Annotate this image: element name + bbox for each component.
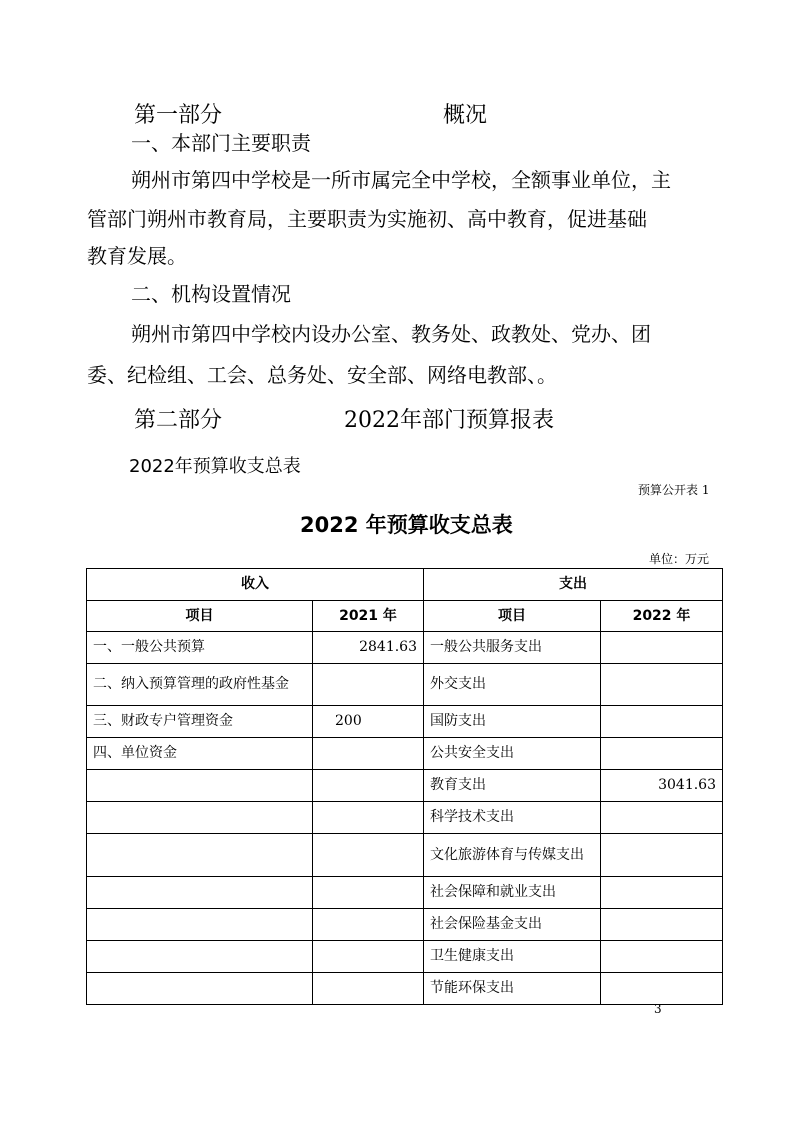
table-row [87,973,723,1005]
income-item [87,973,313,1005]
expense-value [601,941,723,973]
table-row [87,834,723,877]
section2-line: 委、纪检组、工会、总务处、安全部、网络电教部、。 [87,363,557,387]
expense-header: 支出 [424,569,723,601]
expense-item: 社会保险基金支出 [424,909,601,941]
section1-heading: 一、本部门主要职责 [131,131,311,155]
income-value [313,973,424,1005]
expense-item: 外交支出 [424,664,601,706]
expense-item: 节能环保支出 [424,973,601,1005]
income-item [87,770,313,802]
expense-item: 教育支出 [424,770,601,802]
unit-label: 单位：万元 [649,552,710,566]
expense-value [601,706,723,738]
table-row [87,632,723,664]
expense-value [601,632,723,664]
income-value: 2841.63 [313,632,424,664]
table-row [87,941,723,973]
income-value: 200 [313,706,424,738]
expense-item: 公共安全支出 [424,738,601,770]
table-caption: 2022年预算收支总表 [129,456,301,477]
section2-heading: 二、机构设置情况 [131,282,291,306]
section1-line: 朔州市第四中学校是一所市属完全中学校，全额事业单位，主 [131,168,671,192]
col-item2-header: 项目 [424,601,601,632]
col-item-header: 项目 [87,601,313,632]
income-value [313,909,424,941]
expense-value [601,834,723,877]
income-item [87,941,313,973]
expense-item: 国防支出 [424,706,601,738]
income-item: 四、单位资金 [87,738,313,770]
table-row [87,877,723,909]
table-row [87,802,723,834]
expense-item: 卫生健康支出 [424,941,601,973]
income-value [313,738,424,770]
table-row [87,664,723,706]
section1-line: 管部门朔州市教育局，主要职责为实施初、高中教育，促进基础 [87,207,647,231]
expense-item: 科学技术支出 [424,802,601,834]
table-row [87,738,723,770]
expense-value [601,909,723,941]
expense-item: 文化旅游体育与传媒支出 [424,834,601,877]
income-item [87,834,313,877]
form-label: 预算公开表 1 [638,483,710,497]
section1-line: 教育发展。 [87,244,187,268]
expense-value [601,802,723,834]
expense-value: 3041.63 [601,770,723,802]
income-value [313,941,424,973]
section2-line: 朔州市第四中学校内设办公室、教务处、政教处、党办、团 [131,322,651,346]
expense-item: 社会保障和就业支出 [424,877,601,909]
col-2022-header: 2022 年 [601,601,723,632]
table-row [87,706,723,738]
income-header: 收入 [87,569,424,601]
table-row [87,770,723,802]
table-title: 2022 年预算收支总表 [300,513,513,537]
income-value [313,802,424,834]
part1-title: 概况 [443,103,488,128]
income-item: 三、财政专户管理资金 [87,706,313,738]
income-value [313,664,424,706]
expense-value [601,973,723,1005]
col-2021-header: 2021 年 [313,601,424,632]
budget-summary-table [86,568,723,1005]
income-item [87,909,313,941]
expense-item: 一般公共服务支出 [424,632,601,664]
expense-value [601,738,723,770]
page-number: 3 [654,1002,662,1016]
part2-title: 2022年部门预算报表 [344,408,554,433]
part1-label: 第一部分 [134,103,223,128]
income-value [313,877,424,909]
income-item [87,877,313,909]
income-item [87,802,313,834]
part2-label: 第二部分 [134,408,223,433]
income-item: 一、一般公共预算 [87,632,313,664]
expense-value [601,877,723,909]
expense-value [601,664,723,706]
income-value [313,770,424,802]
income-item: 二、纳入预算管理的政府性基金 [87,664,313,706]
income-value [313,834,424,877]
table-row [87,909,723,941]
